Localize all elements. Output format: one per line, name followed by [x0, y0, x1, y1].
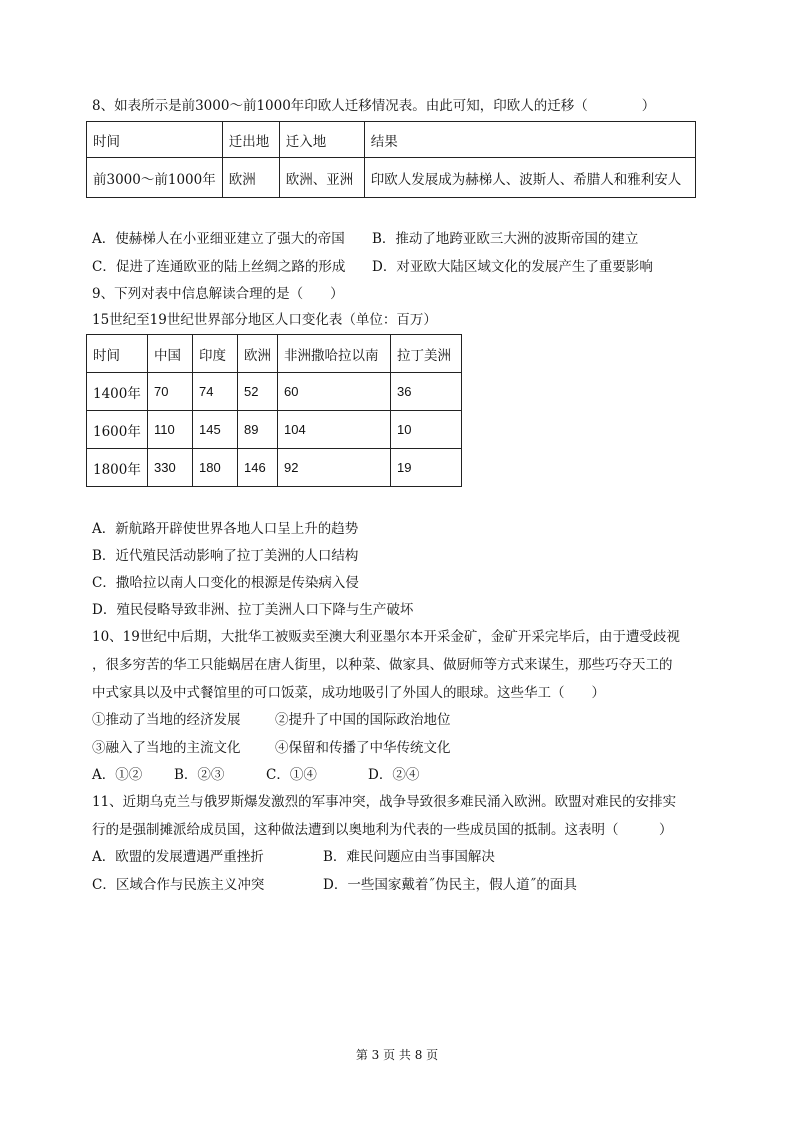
- q10-item-3: ③融入了当地的主流文化: [92, 740, 241, 756]
- q9-header-india: 印度: [193, 335, 238, 373]
- q10-item-2: ②提升了中国的国际政治地位: [275, 712, 451, 728]
- q9-cell: 10: [391, 411, 462, 449]
- q9-header-time: 时间: [87, 335, 148, 373]
- q9-header-subsaharan: 非洲撒哈拉以南: [278, 335, 391, 373]
- q9-cell: 110: [148, 411, 193, 449]
- q9-header-china: 中国: [148, 335, 193, 373]
- q8-cell-to: 欧洲、亚洲: [279, 158, 364, 198]
- q11-option-b: B．难民问题应由当事国解决: [323, 849, 495, 865]
- q8-header-time: 时间: [87, 122, 223, 158]
- q9-option-a: A．新航路开辟使世界各地人口呈上升的趋势: [92, 521, 359, 537]
- q9-cell: 145: [193, 411, 238, 449]
- q8-cell-result: 印欧人发展成为赫梯人、波斯人、希腊人和雅利安人: [364, 158, 695, 198]
- q9-cell: 74: [193, 373, 238, 411]
- q9-header-latam: 拉丁美洲: [391, 335, 462, 373]
- q8-option-c: C．促进了连通欧亚的陆上丝绸之路的形成: [92, 259, 346, 275]
- q8-option-a: A．使赫梯人在小亚细亚建立了强大的帝国: [92, 231, 345, 247]
- table-row: [87, 449, 462, 487]
- q8-option-d: D．对亚欧大陆区域文化的发展产生了重要影响: [372, 259, 653, 275]
- q8-cell-time: 前3000～前1000年: [87, 158, 223, 198]
- q9-cell: 146: [238, 449, 278, 487]
- q9-header-europe: 欧洲: [238, 335, 278, 373]
- q9-stem: 9、下列对表中信息解读合理的是（ ）: [92, 286, 344, 302]
- q8-header-from: 迁出地: [222, 122, 279, 158]
- q9-cell: 36: [391, 373, 462, 411]
- q9-cell: 89: [238, 411, 278, 449]
- q9-option-c: C．撒哈拉以南人口变化的根源是传染病入侵: [92, 575, 359, 591]
- q9-cell: 330: [148, 449, 193, 487]
- q9-table: [86, 334, 462, 487]
- q9-cell: 1600年: [87, 411, 148, 449]
- q11-option-c: C．区域合作与民族主义冲突: [92, 877, 265, 893]
- q9-table-title: 15世纪至19世纪世界部分地区人口变化表（单位：百万）: [92, 312, 437, 328]
- q10-stem-line2: ，很多穷苦的华工只能蜗居在唐人街里，以种菜、做家具、做厨师等方式来谋生，那些巧夺天工的: [92, 657, 673, 673]
- q11-stem-line1: 11、近期乌克兰与俄罗斯爆发激烈的军事冲突，战争导致很多难民涌入欧洲。欧盟对难民的安排实: [92, 794, 677, 810]
- table-row: [87, 411, 462, 449]
- table-row: [87, 373, 462, 411]
- q8-cell-from: 欧洲: [222, 158, 279, 198]
- q10-stem-line3: 中式家具以及中式餐馆里的可口饭菜，成功地吸引了外国人的眼球。这些华工（ ）: [92, 685, 605, 701]
- q10-option-b: B．②③: [174, 767, 225, 783]
- q9-option-d: D．殖民侵略导致非洲、拉丁美洲人口下降与生产破坏: [92, 602, 414, 618]
- q10-option-c: C．①④: [266, 767, 317, 783]
- q9-cell: 1800年: [87, 449, 148, 487]
- q10-stem-line1: 10、19世纪中后期，大批华工被贩卖至澳大利亚墨尔本开采金矿，金矿开采完毕后，由于遭受歧视: [92, 629, 680, 645]
- q9-cell: 104: [278, 411, 391, 449]
- q10-option-d: D．②④: [368, 767, 420, 783]
- page-footer: 第 3 页 共 8 页: [355, 1048, 439, 1062]
- q9-cell: 19: [391, 449, 462, 487]
- q11-stem-line2: 行的是强制摊派给成员国，这种做法遭到以奥地利为代表的一些成员国的抵制。这表明（ ）: [92, 822, 673, 838]
- q9-cell: 60: [278, 373, 391, 411]
- q9-cell: 180: [193, 449, 238, 487]
- q10-item-4: ④保留和传播了中华传统文化: [275, 740, 451, 756]
- q8-option-b: B．推动了地跨亚欧三大洲的波斯帝国的建立: [372, 231, 639, 247]
- q8-stem: 8、如表所示是前3000～前1000年印欧人迁移情况表。由此可知，印欧人的迁移（ ）: [92, 98, 656, 114]
- q8-header-to: 迁入地: [279, 122, 364, 158]
- q9-cell: 52: [238, 373, 278, 411]
- q10-item-1: ①推动了当地的经济发展: [92, 712, 241, 728]
- q11-option-d: D．一些国家戴着˝伪民主，假人道˝的面具: [323, 877, 577, 893]
- q9-cell: 70: [148, 373, 193, 411]
- q9-cell: 1400年: [87, 373, 148, 411]
- q8-header-result: 结果: [364, 122, 695, 158]
- q10-option-a: A．①②: [92, 767, 143, 783]
- q9-option-b: B．近代殖民活动影响了拉丁美洲的人口结构: [92, 548, 359, 564]
- q9-cell: 92: [278, 449, 391, 487]
- q8-table: [86, 121, 696, 198]
- q11-option-a: A．欧盟的发展遭遇严重挫折: [92, 849, 264, 865]
